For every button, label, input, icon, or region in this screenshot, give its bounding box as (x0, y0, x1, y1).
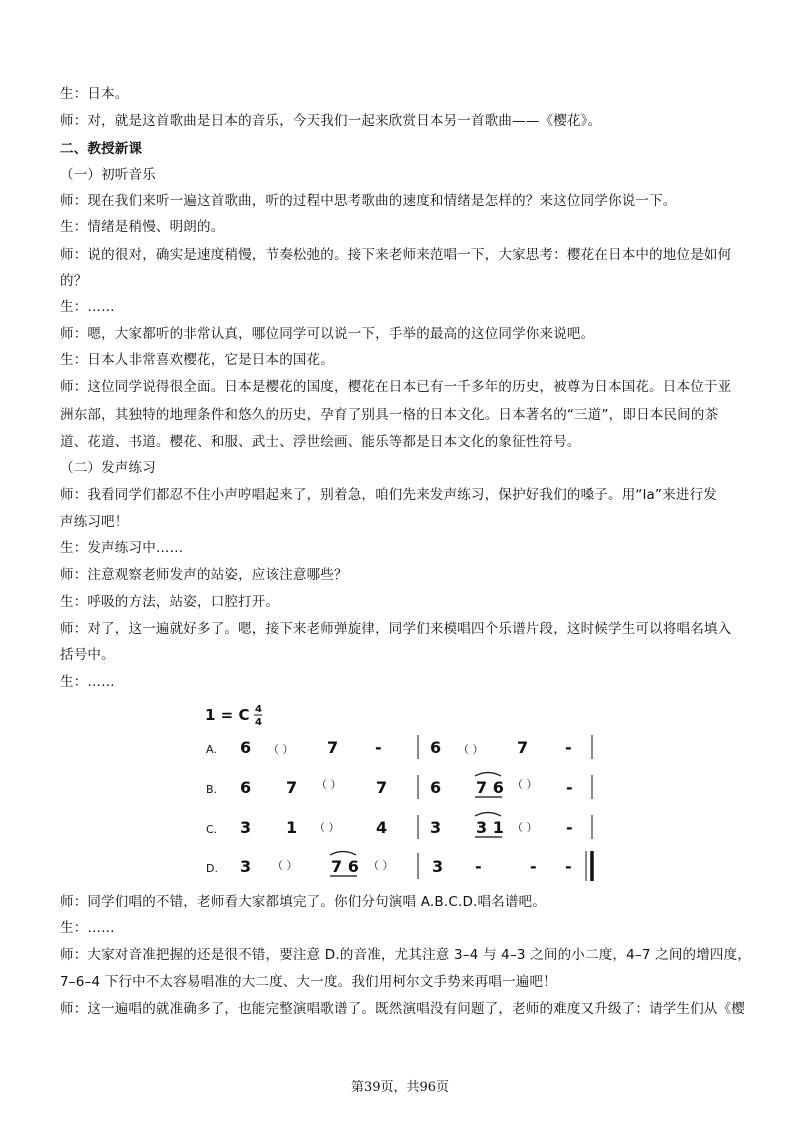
text-line: 生：…… (60, 299, 115, 315)
note-group: 7 6 (476, 778, 504, 797)
text-line: 7–6–4 下行中不太容易唱准的大二度、大一度。我们用柯尔文手势来再唱一遍吧！ (60, 974, 557, 990)
text-line: 生：呼吸的方法，站姿，口腔打开。 (60, 594, 280, 610)
slur (330, 852, 356, 856)
text-line: 生：日本。 (60, 86, 129, 102)
row-label: B. (206, 783, 218, 796)
text-line: 生：…… (60, 674, 115, 690)
note: - (566, 818, 573, 837)
text-line: 道、花道、书道。樱花、和服、武士、浮世绘画、能乐等都是日本文化的象征性符号。 (60, 434, 581, 450)
blank-paren: （ ） (512, 778, 538, 791)
text-line: 师：对了，这一遍就好多了。嗯，接下来老师弹旋律，同学们来模唱四个乐谱片段，这时候学生可以将唱名填入 (60, 621, 732, 637)
text-line: 师：对，就是这首歌曲是日本的音乐，今天我们一起来欣赏日本另一首歌曲——《樱花》。 (60, 113, 602, 129)
note: 7 (376, 778, 388, 797)
row-label: A. (206, 743, 217, 756)
subsection-heading: （一）初听音乐 (60, 167, 156, 183)
note: 3 (432, 857, 444, 876)
note: - (475, 857, 482, 876)
note: 3 (240, 818, 252, 837)
note: 3 (240, 857, 252, 876)
row-label: C. (206, 823, 218, 836)
note: 6 (240, 778, 252, 797)
text-line: 生：发声练习中…… (60, 540, 184, 556)
text-line: 生：…… (60, 920, 115, 936)
note: 7 (517, 738, 529, 757)
note: 6 (240, 738, 252, 757)
blank-paren: （ ） (314, 821, 340, 834)
text-line: 师：注意观察老师发声的站姿，应该注意哪些？ (60, 567, 348, 583)
text-line: 括号中。 (60, 647, 115, 663)
section-heading: 二、教授新课 (60, 141, 143, 157)
blank-paren: （ ） (268, 743, 294, 756)
text-line: 师：我看同学们都忍不住小声哼唱起来了，别着急，咱们先来发声练习，保护好我们的嗓子。用“la”来进行发 (60, 487, 718, 503)
note: - (566, 778, 573, 797)
note: 3 (430, 818, 442, 837)
text-line: 师：同学们唱的不错，老师看大家都填完了。你们分句演唱 A.B.C.D.唱名谱吧。 (60, 894, 547, 910)
text-line: 师：这一遍唱的就准确多了，也能完整演唱歌谱了。既然演唱没有问题了，老师的难度又升级了：请学生们从《樱 (60, 1001, 745, 1017)
text-line: 声练习吧！ (60, 514, 129, 530)
note-group: 3 1 (476, 818, 504, 837)
note-group: 7 6 (331, 857, 359, 876)
blank-paren: （ ） (368, 859, 394, 872)
note: 7 (327, 738, 339, 757)
note: 4 (376, 818, 388, 837)
subsection-heading: （二）发声练习 (60, 460, 156, 476)
key-signature: 1 = C (205, 706, 250, 724)
note: - (375, 738, 382, 757)
note: - (565, 857, 572, 876)
text-line: 洲东部，其独特的地理条件和悠久的历史，孕育了别具一格的日本文化。日本著名的“三道”，即日本民间的茶 (60, 407, 719, 423)
music-score (200, 695, 610, 885)
note: - (530, 857, 537, 876)
time-signature-bottom: 4 (255, 717, 262, 728)
text-line: 师：这位同学说得很全面。日本是樱花的国度，樱花在日本已有一千多年的历史，被尊为日本国花。日本位于亚 (60, 379, 732, 395)
note: 7 (286, 778, 298, 797)
time-signature-top: 4 (255, 704, 262, 715)
note: 6 (430, 778, 442, 797)
text-line: 师：说的很对，确实是速度稍慢，节奏松弛的。接下来老师来范唱一下，大家思考：樱花在日本中的地位是如何 (60, 247, 732, 263)
note: - (565, 738, 572, 757)
text-line: 师：现在我们来听一遍这首歌曲，听的过程中思考歌曲的速度和情绪是怎样的？来这位同学你说一下。 (60, 193, 677, 209)
text-line: 师：嗯，大家都听的非常认真，哪位同学可以说一下，手举的最高的这位同学你来说吧。 (60, 326, 595, 342)
blank-paren: （ ） (272, 859, 298, 872)
slur (475, 813, 501, 817)
row-label: D. (206, 862, 218, 875)
blank-paren: （ ） (512, 821, 538, 834)
text-line: 生：日本人非常喜欢樱花，它是日本的国花。 (60, 352, 334, 368)
note: 6 (430, 738, 442, 757)
slur (475, 773, 501, 777)
note: 1 (286, 818, 298, 837)
text-line: 生：情绪是稍慢、明朗的。 (60, 219, 225, 235)
text-line: 师：大家对音准把握的还是很不错，要注意 D.的音准，尤其注意 3–4 与 4–3 之间的小二度，4–7 之间的增四度， (60, 947, 752, 963)
page-footer: 第39页，共96页 (350, 1080, 450, 1095)
text-line: 的？ (60, 273, 88, 289)
blank-paren: （ ） (316, 778, 342, 791)
blank-paren: （ ） (458, 743, 484, 756)
